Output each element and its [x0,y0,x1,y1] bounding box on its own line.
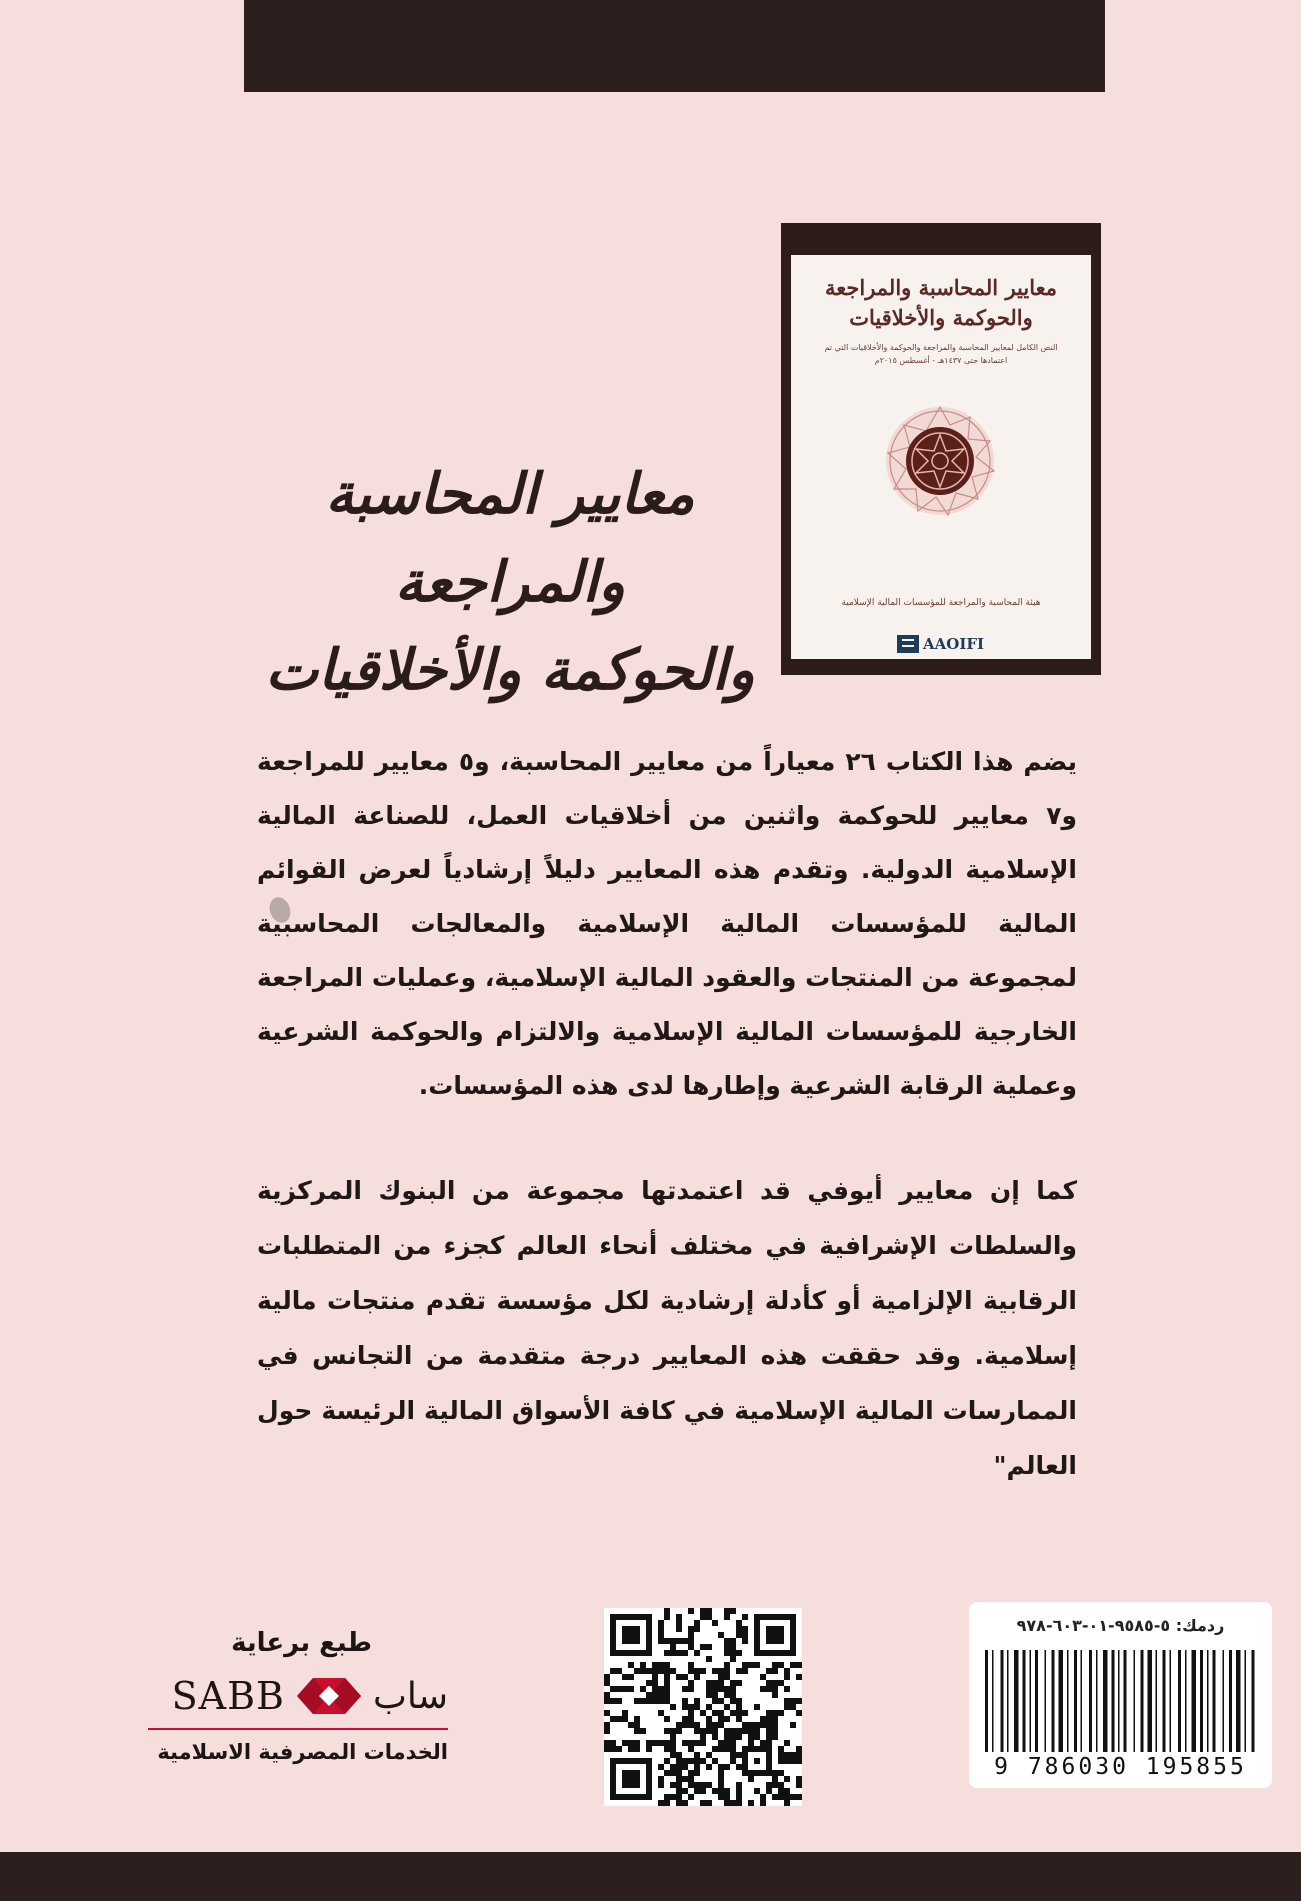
top-dark-band [244,0,1105,92]
sponsor-divider [148,1728,448,1730]
sabb-logo [138,1672,448,1720]
sponsor-caption: طبع برعاية [231,1628,372,1658]
cover-thumbnail-organization: هيئة المحاسبة والمراجعة للمؤسسات المالية الإسلامية [841,598,1041,608]
cover-thumbnail-title-line2: والحوكمة والأخلاقيات [849,305,1033,330]
sponsor-block [134,1628,464,1798]
cover-thumbnail-title-line1: معايير المحاسبة والمراجعة [825,275,1057,300]
barcode-icon [981,1650,1260,1752]
isbn-label: ردمك: ٥-٩٥٨٥-٠١-٦٠٣-٩٧٨ [1016,1616,1225,1635]
cover-thumbnail-subtitle: النص الكامل لمعايير المحاسبة والمراجعة والحوكمة والأخلاقيات التي تم اعتمادها حتى ١٤٣٧هـ - أغسطس ٢٠١٥م [824,343,1058,365]
sponsor-tagline: الخدمات المصرفية الاسلامية [157,1740,448,1764]
sabb-latin-name: SABB [171,1674,285,1718]
aaoifi-logo [897,633,1017,655]
isbn-digits: 9 786030 195855 [994,1754,1247,1780]
description-paragraph-2: كما إن معايير أيوفي قد اعتمدتها مجموعة من البنوك المركزية والسلطات الإشرافية في مختلف أنحاء العالم كجزء من المتطلبات الرقابية الإلزامية أو كأدلة إرشادية لكل مؤسسة تقدم منتجات مالية إسلامية. وقد حققت هذه المعايير درجة متقدمة من التجانس في الممارسات المالية الإسلامية في كافة الأسواق المالية الرئيسة حول العالم" [257,1176,1077,1480]
aaoifi-logo-text: AAOIFI [923,635,985,653]
qr-code-icon [604,1608,802,1806]
book-title-line2: والحوكمة والأخلاقيات [265,637,755,703]
cover-thumbnail-page [791,255,1091,659]
book-title-line1: معايير المحاسبة والمراجعة [325,461,695,615]
cover-thumbnail-title [791,273,1091,333]
description-paragraph-1: يضم هذا الكتاب ٢٦ معياراً من معايير المحاسبة، و٥ معايير للمراجعة و٧ معايير للحوكمة واثنين من أخلاقيات العمل، للصناعة المالية الإسلامية الدولية. وتقدم هذه المعايير دليلاً إرشادياً لعرض القوائم المالية للمؤسسات المالية الإسلامية والمعالجات المحاسبية لمجموعة من المنتجات والعقود المالية الإسلامية، وعمليات المراجعة الخارجية للمؤسسات المالية الإسلامية والالتزام والحوكمة الشرعية وعملية الرقابة الشرعية وإطارها لدى هذه المؤسسات. [257,747,1078,1100]
cover-thumbnail [781,223,1101,675]
medallion-ornament-icon [884,405,996,517]
sabb-arabic-name: ساب [372,1675,448,1717]
book-title [250,450,770,714]
bottom-dark-band [0,1852,1301,1901]
isbn-barcode-block [969,1602,1272,1788]
scales-icon [897,635,919,653]
hexagon-logo-icon [297,1678,361,1714]
